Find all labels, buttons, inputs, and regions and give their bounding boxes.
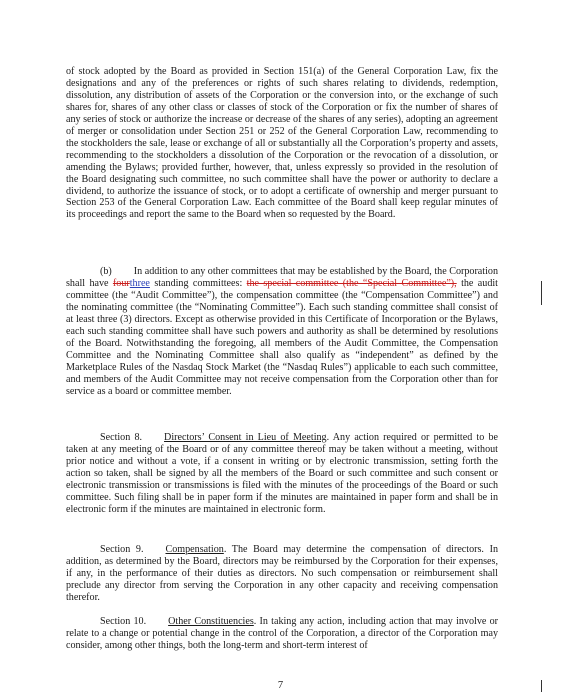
paragraph-continuation: of stock adopted by the Board as provided in Section 151(a) of the General Corporation Law, fix the designations and any of the preferences or rights of such shares relating to dividends, redemption, dissolution, any distribution of assets of the Corporation or the conversion into, or the exchange of such shares for, shares of any other class or classes of stock of the Corporation or fix the number of shares of any series of stock or authorize the increase or decrease of the shares of any series), adopting an agreement of merger or consolidation under Section 251 or 252 of the General Corporation Law, recommending to the stockholders the sale, lease or exchange of all or substantially all the Corporation’s property and assets, recommending to the stockholders a dissolution of the Corporation or the revocation of a dissolution, or amending the Bylaws; provided further, however, that, unless expressly so provided in the resolution of the Board designating such committee, no such committee shall have the power or authority to declare a dividend, to authorize the issuance of stock, or to adopt a certificate of ownership and merger pursuant to Section 253 of the General Corporation Law. Each committee of the Board shall keep regular minutes of its proceedings and report the same to the Board when so requested by the Board. xyxy=(66,66,498,221)
section-body: . In taking any action, including action that may involve or relate to a change or potential change in the control of the Corporation, a director of the Corporation may consider, among other things, both the long-term and short-term interest of xyxy=(66,616,498,651)
section-body: . The Board may determine the compensation of directors. In addition, as determined by the Board, directors may be reimbursed by the Corporation for their expenses, if any, in the performance of their duties as directors. No such compensation or reimbursement shall preclude any director from serving the Corporation in any other capacity and receiving compensation therefor. xyxy=(66,544,498,603)
paragraph-text: the audit committee (the “Audit Committee”), the compensation committee (the “Compensation Committee”) and the nominating committee (the “Nominating Committee”). Each such standing committee shall consist of at least three (3) directors. Except as otherwise provided in this Certificate of Incorporation or the Bylaws, each such standing committee shall have such powers and authority as shall be determined by resolutions of the Board. Notwithstanding the foregoing, all members of the Audit Committee, the Compensation Committee and the Nominating Committee shall also qualify as “independent” as defined by the Marketplace Rules of the Nasdaq Stock Market (the “Nasdaq Rules”) applicable to each such committee, and members of the Audit Committee may not receive compensation from the Corporation other than for service as a board or committee member. xyxy=(66,277,498,397)
section-label: Section 9. xyxy=(100,544,144,555)
section-9 xyxy=(66,544,498,604)
paragraph-text: In addition to any other committees that may be established by the Board, the Corporation shall have xyxy=(66,266,498,289)
paragraph-text: standing committees: xyxy=(149,277,247,289)
section-heading: Directors’ Consent in Lieu of Meeting xyxy=(164,432,327,443)
page-number: 7 xyxy=(277,680,284,691)
revision-change-bar xyxy=(541,281,542,305)
section-label: Section 8. xyxy=(100,432,143,443)
section-body: . Any action required or permitted to be taken at any meeting of the Board or of any committee thereof may be taken without a meeting, without prior notice and without a vote, if a consent in writing or by electronic transmission, setting forth the action so taken, shall be signed by all the members of the Board or such committee and such consent or electronic transmission or transmissions is filed with the minutes of the proceedings of the Board or such committee. Such filing shall be in paper form if the minutes are maintained in paper form and shall be in electronic form if the minutes are maintained in electronic form. xyxy=(66,432,498,515)
deleted-text: four xyxy=(112,277,130,289)
section-heading: Compensation xyxy=(165,544,224,555)
inserted-text: three xyxy=(129,277,150,289)
section-8 xyxy=(66,432,498,516)
section-label: Section 10. xyxy=(100,616,147,627)
section-10 xyxy=(66,616,498,652)
subsection-label: (b) xyxy=(100,266,112,277)
section-heading: Other Constituencies xyxy=(168,616,254,627)
paragraph-b-standing-committees xyxy=(66,266,498,397)
deleted-text: the special committee (the “Special Committee”), xyxy=(246,277,457,289)
